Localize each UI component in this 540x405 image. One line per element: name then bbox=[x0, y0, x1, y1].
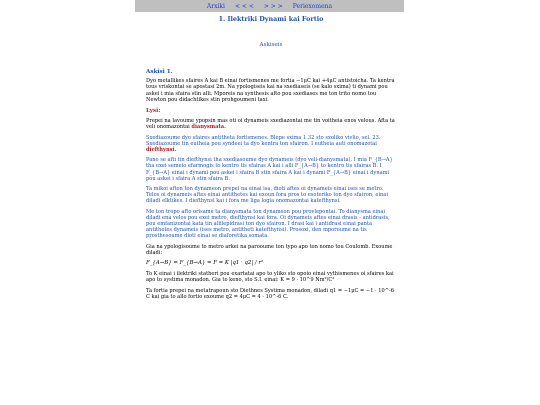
contents-link[interactable]: Periexomena bbox=[292, 2, 333, 10]
solution-paragraph-2 bbox=[146, 135, 396, 154]
top-navigation-bar bbox=[135, 0, 404, 12]
home-link[interactable]: Arxiki bbox=[206, 2, 225, 10]
solution-paragraph-3: Pano se afti tin diefthynsi tha sxediasoume dyo dynameis (dyo veli-dianysmata). I mia F_{B→A} tha exei semeio efarmogis to kentro tis sfairas A kai i alli F_{A→B} to kentro tis sfairas B. I F_{B→A} einai i dynami pou askei i sfaira B stin sfaira A kai i dynami F_{A→B} einai i dynami pou askei i sfaira A stin sfaira B. bbox=[146, 157, 393, 182]
solution-heading: Lysi: bbox=[146, 108, 161, 115]
solution-paragraph-7: To K einai i ilektriki statheri pou exartatai apo to yliko sto opoio einai vythismenes oi sfaires kai apo to systima monadon. Gia to keno, sto S.I. einai: K = 9 · 10^9 Nm²/C² bbox=[146, 271, 394, 284]
solution-paragraph-1 bbox=[146, 118, 396, 130]
document-content bbox=[146, 14, 396, 304]
term-vectors: dianysmata. bbox=[191, 124, 226, 131]
solution-paragraph-5: Me ton tropo afto orisame ta dianysmata ton dynameon pou provlepontai. To dianysma einai diladi ena velos pou exei metro, diefthynsi kai fora. Oi dynameis aftes einai drasis - antidrasis, pou emfanizontai kata tin allilepidrasi ton dyo sfairon. I drasi kai i antidrasi einai panta antithetes dynameis (ises metro, antitheti katefthynsi). Prosoxi, den mporoume na tis prosthesoume dioti einai se diaforetika somata. bbox=[146, 208, 390, 240]
next-link[interactable]: > > > bbox=[263, 2, 283, 10]
term-direction: diefthynsi. bbox=[146, 147, 177, 154]
paragraph-1-text: Prepei na lavoume ypopsin mas oti oi dynameis sxediazontai me tin voitheia enos velous. Afta ta veli onomazontai bbox=[146, 118, 395, 131]
section-subtitle: Askiseis bbox=[259, 42, 283, 48]
exercise-heading: Askisi 1. bbox=[146, 69, 173, 75]
paragraph-2-text: Sxediazoume dyo sfaires antitheta fortismenes. Blepe sxima 1.32 sto sxoliko vivlio, sel. 23. Sxediazoume tin eutheia pou syndeei ta dyo kentra ton sfairon. I eutheia auti onomazetai bbox=[146, 134, 381, 147]
solution-paragraph-8: Ta fortia prepei na metatrapoun sto Diethnes Systima monadon, diladi q1 = −1μC = −1 · 10^-6 C kai gia to allo fortio exoume q2 = 4μC = 4 · 10^-6 C. bbox=[146, 287, 395, 300]
previous-link[interactable]: < < < bbox=[234, 2, 254, 10]
coulomb-equation: F_{A→B} = F_{B→A} = F = K |q1 · q2| / r² bbox=[146, 260, 264, 267]
solution-paragraph-4: Ta mikoi afton ton dynameon prepei na einai isa, dioti aftes oi dynameis einai ises se metro. Telos oi dynameis aftes einai antithetes kai exoun fora pros to esoteriko ton dyo sfairon, einai diladi elktikes. I diefthynsi kai i fora me liga logia onomazontai katefthynsi. bbox=[146, 186, 388, 205]
solution-paragraph-6: Gia na ypologisoume to metro arkei na parooume ton typo apo ton nomo tou Coulomb. Exoume diladi: bbox=[146, 243, 393, 256]
exercise-statement: Dyo metallikes sfaires A kai B einai fortismenes me fortia −1μC kai +4μC antistoicha. Ta kentra tous vriskontai se apostasi 2m. Na ypologiseis kai na sxediaseis (se kalo sxima) ti dynami pou askei i mia sfaira stin alli. Mporeis na synthesis afto pou sxediases me ton trito nomo tou Newton pou didachtikes stin prohgoumeni taxi. bbox=[146, 78, 395, 103]
page-title: 1. Ilektriki Dynami kai Fortio bbox=[218, 15, 324, 23]
